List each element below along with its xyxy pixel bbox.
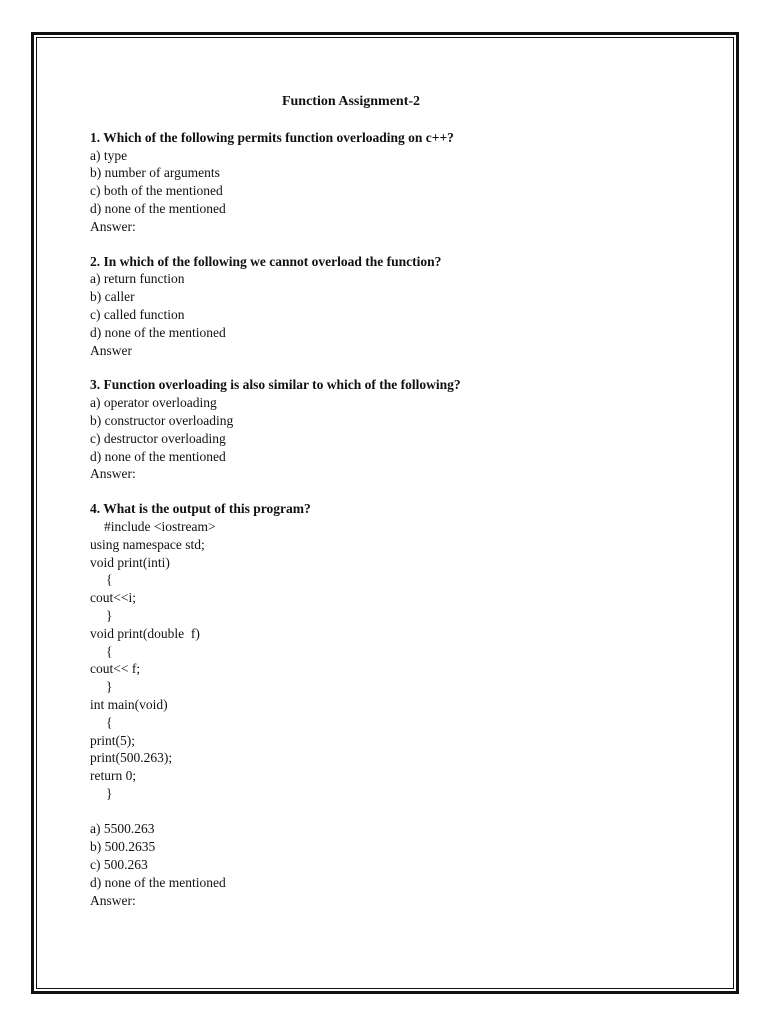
code-line: cout<< f; — [90, 661, 141, 677]
option-b: b) number of arguments — [90, 165, 220, 181]
option-c: c) 500.263 — [90, 857, 148, 873]
code-line: return 0; — [90, 768, 137, 784]
code-line: { — [106, 643, 113, 659]
document-body — [90, 93, 690, 926]
option-d: d) none of the mentioned — [90, 200, 226, 216]
answer-label: Answer — [90, 342, 132, 358]
question-1 — [90, 129, 690, 236]
question-text: 1. Which of the following permits function overloading on c++? — [90, 129, 454, 145]
code-line: { — [106, 714, 113, 730]
option-a: a) type — [90, 147, 128, 163]
question-3 — [90, 376, 690, 483]
spacer — [90, 803, 690, 821]
option-b: b) 500.2635 — [90, 839, 156, 855]
option-a: a) 5500.263 — [90, 821, 155, 837]
question-text: 4. What is the output of this program? — [90, 501, 311, 517]
option-d: d) none of the mentioned — [90, 324, 226, 340]
option-a: a) return function — [90, 271, 185, 287]
code-line: #include <iostream> — [104, 518, 216, 534]
option-c: c) both of the mentioned — [90, 183, 223, 199]
code-line: cout<<i; — [90, 590, 136, 606]
code-line: } — [106, 679, 113, 695]
document-title: Function Assignment-2 — [281, 94, 421, 109]
option-b: b) caller — [90, 289, 135, 305]
code-line: } — [106, 785, 113, 801]
option-d: d) none of the mentioned — [90, 448, 226, 464]
answer-label: Answer: — [90, 892, 136, 908]
code-line: void print(double f) — [90, 625, 200, 641]
option-c: c) destructor overloading — [90, 430, 226, 446]
code-line: print(5); — [90, 732, 135, 748]
code-line: using namespace std; — [90, 536, 205, 552]
answer-label: Answer: — [90, 466, 136, 482]
question-text: 3. Function overloading is also similar to which of the following? — [90, 377, 461, 393]
option-b: b) constructor overloading — [90, 412, 234, 428]
code-line: } — [106, 607, 113, 623]
option-c: c) called function — [90, 306, 185, 322]
question-4 — [90, 500, 690, 909]
code-line: print(500.263); — [90, 750, 173, 766]
answer-label: Answer: — [90, 218, 136, 234]
code-line: { — [106, 572, 113, 588]
option-d: d) none of the mentioned — [90, 874, 226, 890]
option-a: a) operator overloading — [90, 395, 217, 411]
question-text: 2. In which of the following we cannot overload the function? — [90, 253, 442, 269]
code-line: int main(void) — [90, 696, 168, 712]
code-block — [90, 518, 690, 803]
question-2 — [90, 253, 690, 360]
code-line: void print(inti) — [90, 554, 170, 570]
